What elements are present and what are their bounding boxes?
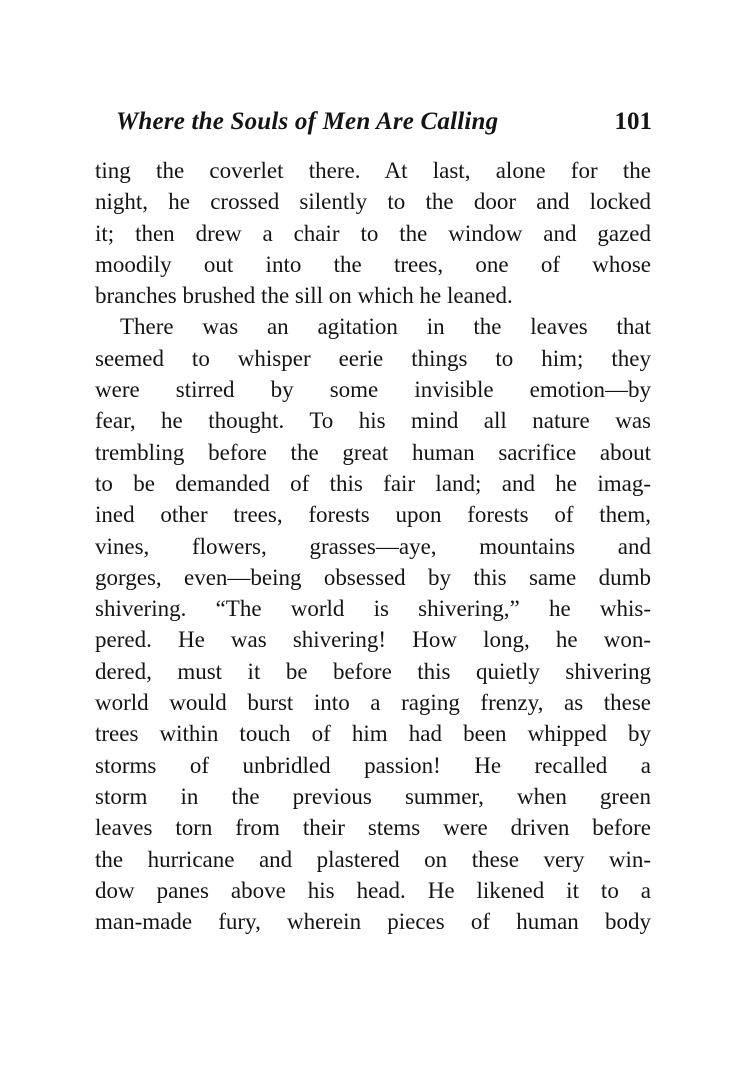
text-line: seemed to whisper eerie things to him; they: [95, 345, 651, 371]
paragraph-first-line: There was an agitation in the leaves that: [120, 314, 651, 340]
text-line: it; then drew a chair to the window and gazed: [95, 220, 651, 246]
text-line: were stirred by some invisible emotion—by: [95, 377, 651, 403]
body-text: [95, 155, 651, 937]
text-line: the hurricane and plastered on these very win-: [95, 846, 651, 872]
text-line: man-made fury, wherein pieces of human body: [95, 909, 651, 935]
text-line: storms of unbridled passion! He recalled a: [95, 752, 651, 778]
text-line: branches brushed the sill on which he leaned.: [95, 283, 513, 309]
text-line: pered. He was shivering! How long, he won-: [95, 627, 651, 653]
text-line: ined other trees, forests upon forests of them,: [95, 502, 651, 528]
text-line: world would burst into a raging frenzy, as these: [95, 690, 651, 716]
text-line: moodily out into the trees, one of whose: [95, 251, 651, 277]
running-title: Where the Souls of Men Are Calling: [116, 108, 499, 135]
text-line: ting the coverlet there. At last, alone for the: [95, 158, 651, 183]
running-header: [116, 104, 652, 140]
text-line: shivering. “The world is shivering,” he whis-: [95, 596, 651, 622]
text-line: leaves torn from their stems were driven before: [95, 815, 651, 841]
text-line: night, he crossed silently to the door and locked: [95, 189, 651, 215]
page-number: 101: [614, 108, 652, 135]
text-line: storm in the previous summer, when green: [95, 783, 651, 809]
text-line: gorges, even—being obsessed by this same dumb: [95, 564, 651, 590]
text-line: trembling before the great human sacrifice about: [95, 439, 651, 465]
text-line: vines, flowers, grasses—aye, mountains and: [95, 533, 651, 559]
text-line: dow panes above his head. He likened it to a: [95, 877, 651, 903]
text-line: to be demanded of this fair land; and he imag-: [95, 470, 651, 496]
text-line: trees within touch of him had been whipped by: [95, 721, 651, 747]
text-line: fear, he thought. To his mind all nature was: [95, 408, 651, 434]
text-line: dered, must it be before this quietly shivering: [95, 658, 651, 684]
